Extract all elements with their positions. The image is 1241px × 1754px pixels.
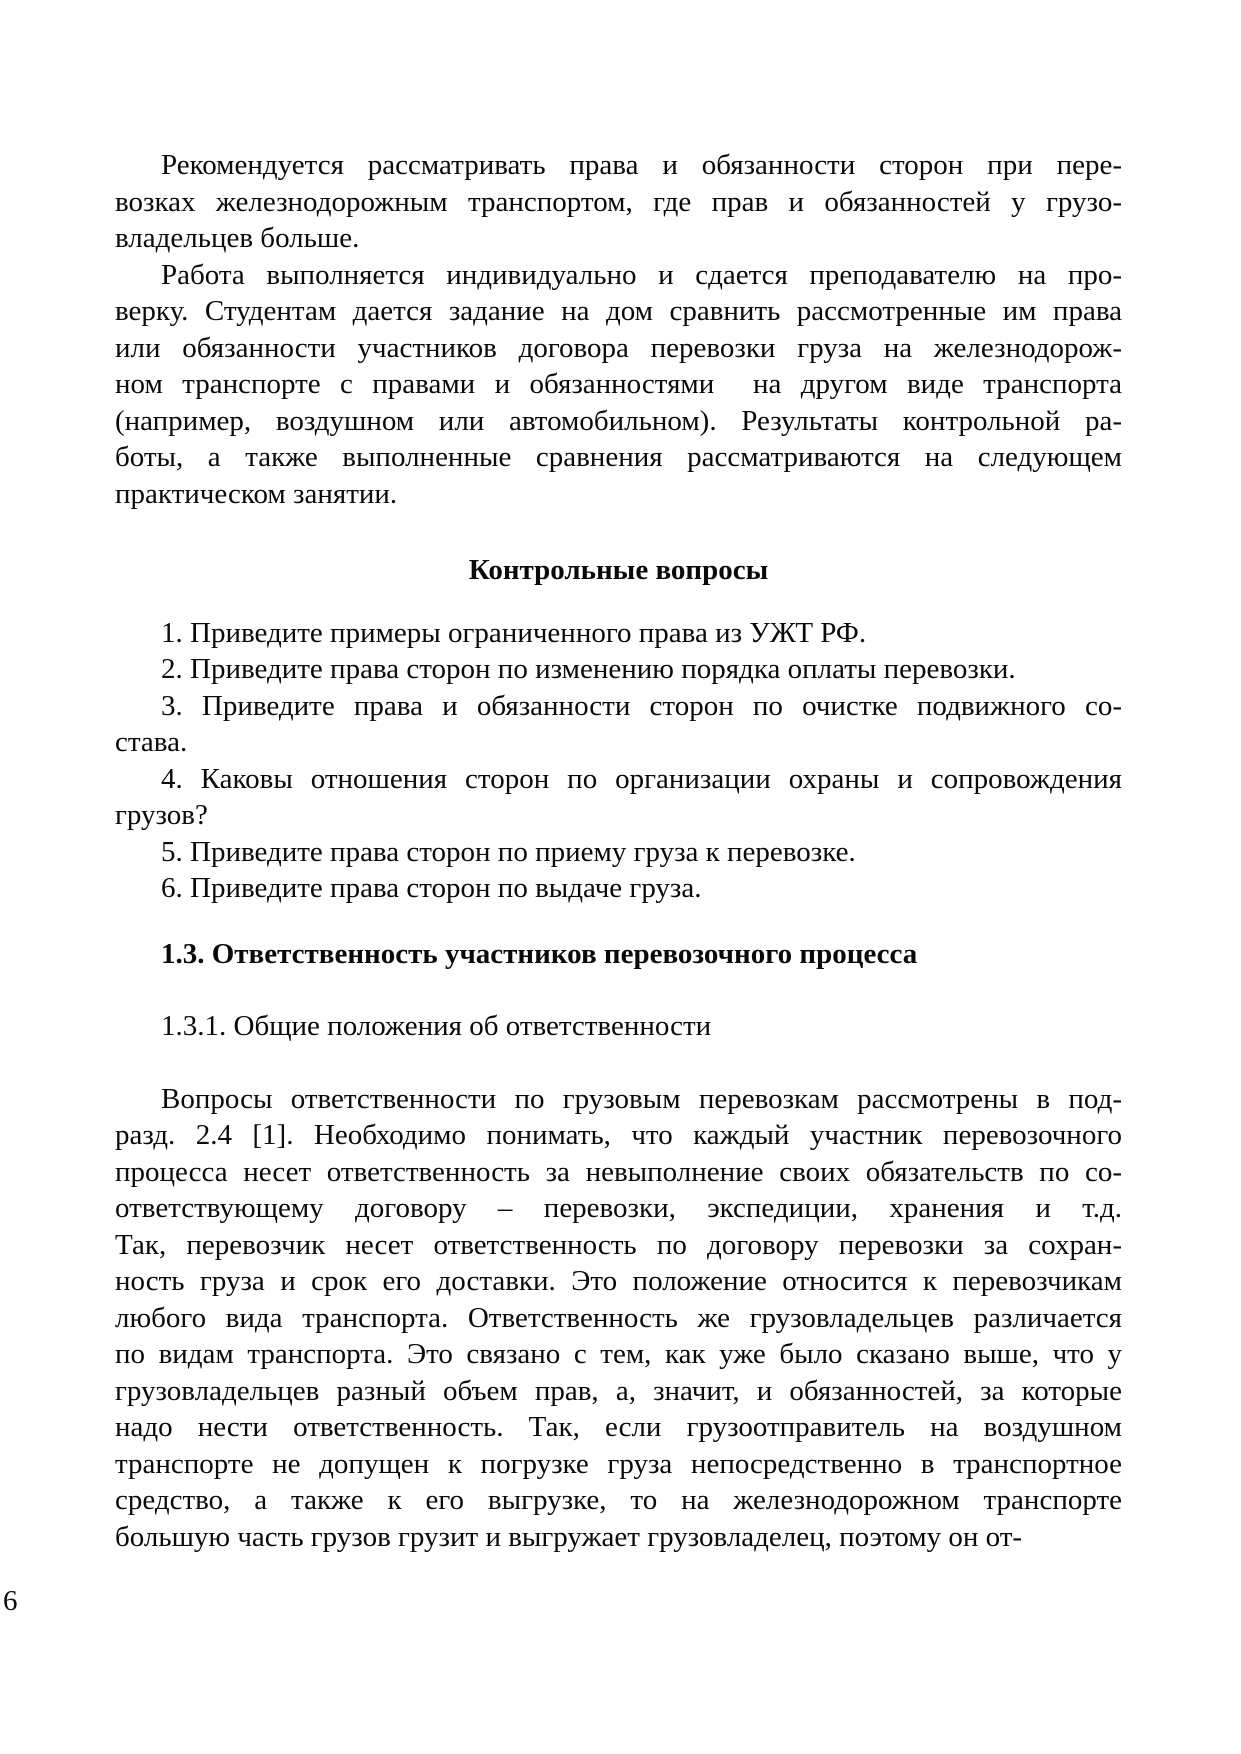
paragraph	[115, 1081, 1122, 1556]
text-line: боты, а также выполненные сравнения рассматриваются на следующем	[115, 441, 1122, 473]
list-item	[115, 834, 1122, 871]
paragraph	[115, 147, 1122, 257]
text-line: 2. Приведите права сторон по изменению порядка оплаты перевозки.	[161, 653, 1016, 685]
text-line: возках железнодорожным транспортом, где прав и обязанностей у грузо-	[115, 185, 1122, 218]
text-line: разд. 2.4 [1]. Необходимо понимать, что каждый участник перевозочного	[115, 1119, 1122, 1151]
text-line: надо нести ответственность. Так, если грузоотправитель на воздушном	[115, 1411, 1122, 1443]
list-item	[115, 615, 1122, 652]
section-heading: 1.3. Ответственность участников перевозочного процесса	[161, 937, 918, 970]
text-line: транспорте не допущен к погрузке груза непосредственно в транспортное	[115, 1447, 1122, 1480]
text-line: грузов?	[115, 799, 208, 831]
paragraph	[115, 257, 1122, 513]
text-line: практическом занятии.	[115, 477, 398, 510]
text-line: владельцев больше.	[115, 222, 360, 254]
text-line: средство, а также к его выгрузке, то на железнодорожном транспорте	[115, 1484, 1122, 1516]
text-line: 3. Приведите права и обязанности сторон по очистке подвижного со-	[161, 689, 1122, 722]
text-line: Вопросы ответственности по грузовым перевозкам рассмотрены в под-	[161, 1082, 1122, 1115]
text-line: 1. Приведите примеры ограниченного права из УЖТ РФ.	[161, 616, 867, 649]
text-line: става.	[115, 726, 188, 758]
text-line: Так, перевозчик несет ответственность по договору перевозки за сохран-	[115, 1228, 1122, 1261]
list-item	[115, 761, 1122, 834]
text-line: ность груза и срок его доставки. Это положение относится к перевозчикам	[115, 1265, 1122, 1297]
text-line: любого вида транспорта. Ответственность же грузовладельцев различается	[115, 1301, 1122, 1334]
text-line: или обязанности участников договора перевозки груза на железнодорож-	[115, 331, 1122, 364]
subsection-heading: 1.3.1. Общие положения об ответственности	[161, 1010, 712, 1042]
text-line: Рекомендуется рассматривать права и обязанности сторон при пере-	[161, 149, 1122, 181]
text-line: 6. Приведите права сторон по выдаче груза.	[161, 872, 702, 904]
list-item	[115, 651, 1122, 688]
text-line: 4. Каковы отношения сторон по организации охраны и сопровождения	[161, 762, 1122, 795]
text-line: (например, воздушном или автомобильном). Результаты контрольной ра-	[115, 404, 1122, 437]
list-item	[115, 688, 1122, 761]
list-item	[115, 870, 1122, 907]
center-heading: Контрольные вопросы	[468, 554, 769, 586]
text-line: верку. Студентам дается задание на дом сравнить рассмотренные им права	[115, 295, 1122, 327]
text-line: процесса несет ответственность за невыполнение своих обязательств по со-	[115, 1155, 1122, 1188]
text-line: 5. Приведите права сторон по приему груза к перевозке.	[161, 835, 856, 868]
text-line: Работа выполняется индивидуально и сдается преподавателю на про-	[161, 258, 1122, 291]
text-line: ответствующему договору – перевозки, экспедиции, хранения и т.д.	[115, 1192, 1122, 1224]
text-line: большую часть грузов грузит и выгружает грузовладелец, поэтому он от-	[115, 1520, 1023, 1553]
text-line: по видам транспорта. Это связано с тем, как уже было сказано выше, что у	[115, 1338, 1122, 1370]
page-number: 6	[3, 1585, 18, 1617]
text-line: ном транспорте с правами и обязанностями на другом виде транспорта	[115, 368, 1122, 400]
text-line: грузовладельцев разный объем прав, а, значит, и обязанностей, за которые	[115, 1374, 1122, 1407]
